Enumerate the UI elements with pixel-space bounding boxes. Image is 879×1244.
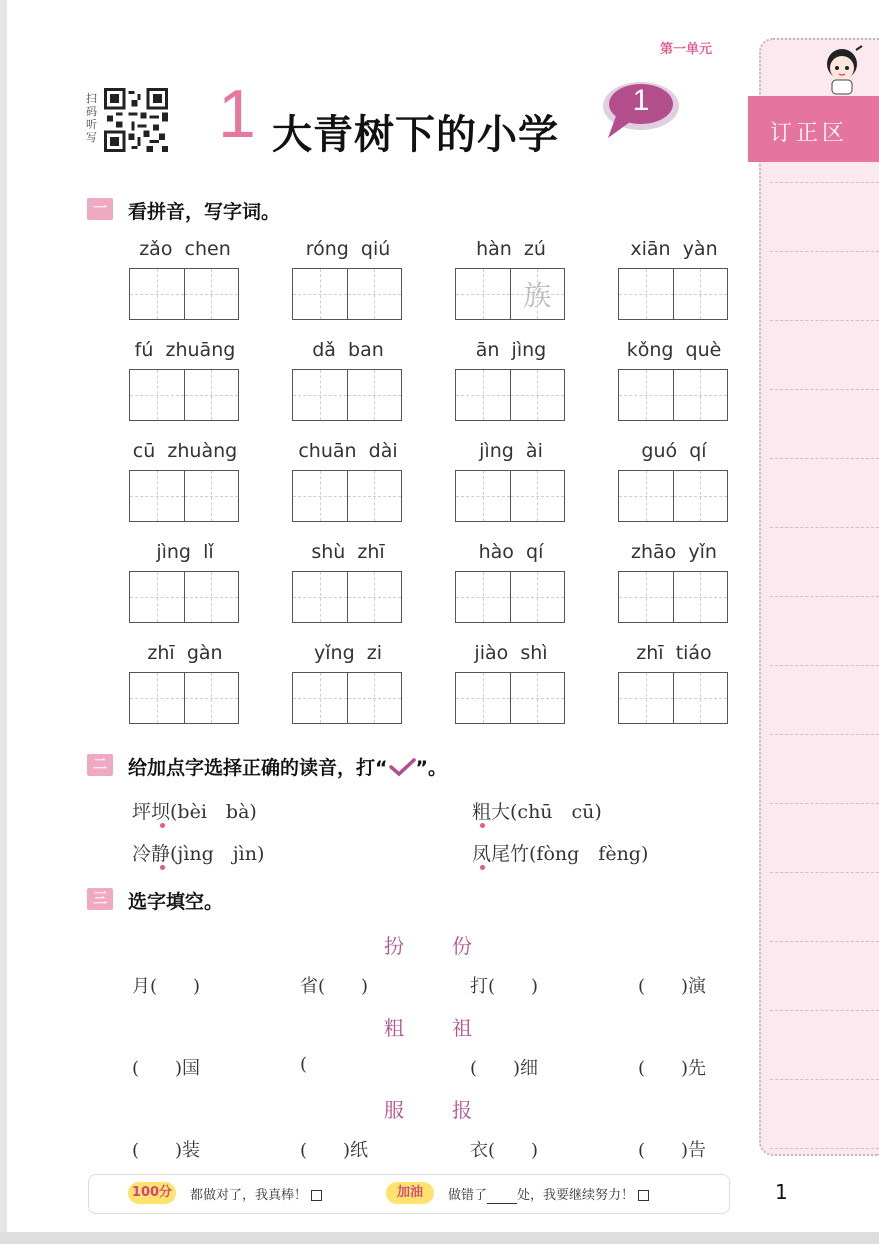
correction-line [770,1148,879,1149]
unit-label: 第一单元 [660,42,713,57]
writing-cell[interactable] [184,269,239,319]
writing-cell[interactable] [510,572,565,622]
choice-char: 报 [452,1098,472,1122]
emphasis-dot [160,865,165,870]
writing-box[interactable] [618,470,728,522]
pinyin-label: jìng ài [479,440,543,462]
correction-line [770,320,879,321]
correction-line [770,1010,879,1011]
writing-cell[interactable] [293,572,347,622]
writing-cell[interactable] [184,673,239,723]
pinyin-label: dǎ ban [312,339,384,361]
pinyin-label: zǎo chen [139,238,231,260]
writing-cell[interactable] [456,572,510,622]
correction-line [770,872,879,873]
writing-cell[interactable] [130,673,184,723]
writing-cell[interactable] [347,269,402,319]
fill-blank[interactable]: ( )先 [638,1058,707,1079]
choice-char: 服 [384,1098,404,1122]
section-title-1: 看拼音，写字词。 [128,201,281,223]
writing-cell[interactable] [130,572,184,622]
correction-line [770,941,879,942]
fill-blank[interactable]: ( [300,1054,308,1075]
pinyin-label: zhī tiáo [636,642,712,664]
fill-blank[interactable]: 打( ) [470,976,539,997]
writing-cell[interactable] [184,471,239,521]
choice-char: 份 [452,934,472,958]
correction-line [770,596,879,597]
cheer-badge: 加油 [386,1182,434,1204]
pinyin-label: shù zhī [311,541,385,563]
pinyin-label: xiān yàn [630,238,718,260]
writing-cell[interactable] [456,370,510,420]
writing-box[interactable] [292,470,402,522]
writing-cell[interactable] [184,572,239,622]
correction-line [770,734,879,735]
writing-cell[interactable] [293,673,347,723]
correction-line [770,389,879,390]
writing-cell[interactable] [293,269,347,319]
fill-blank[interactable]: 省( ) [300,976,369,997]
writing-box[interactable] [455,470,565,522]
writing-box[interactable] [618,369,728,421]
writing-cell[interactable] [130,269,184,319]
checkmark-icon [388,757,416,777]
writing-box[interactable] [455,268,565,320]
writing-box[interactable] [292,571,402,623]
pinyin-label: kǒng què [626,339,722,361]
writing-box[interactable] [618,571,728,623]
fill-blank[interactable]: 月( ) [132,976,201,997]
score-badge: 100分 [128,1182,176,1204]
correction-line [770,458,879,459]
reading-item[interactable]: 坪坝(bèi bà) [132,801,257,823]
writing-box[interactable] [618,268,728,320]
choice-char: 祖 [452,1016,472,1040]
writing-cell[interactable] [510,269,565,319]
checkbox[interactable] [311,1190,322,1201]
lesson-title: 大青树下的小学 [272,112,559,158]
writing-cell[interactable] [673,471,728,521]
emphasis-dot [160,823,165,828]
pinyin-label: róng qiú [305,238,391,260]
page-bottom-edge [0,1232,879,1244]
writing-box[interactable] [129,672,239,724]
writing-cell[interactable] [673,269,728,319]
emphasis-dot [480,865,485,870]
writing-cell[interactable] [673,370,728,420]
correction-line [770,182,879,183]
hint-character: 族 [523,279,552,312]
reading-item[interactable]: 粗大(chū cū) [472,801,602,823]
writing-cell[interactable] [673,673,728,723]
writing-cell[interactable] [347,572,402,622]
choice-char: 扮 [384,934,404,958]
writing-cell[interactable] [619,572,673,622]
writing-box[interactable] [618,672,728,724]
self-eval-good[interactable]: 都做对了，我真棒！ [190,1184,322,1203]
correction-line [770,665,879,666]
writing-cell[interactable] [619,370,673,420]
choice-char: 粗 [384,1016,404,1040]
correction-line [770,527,879,528]
fill-blank[interactable]: ( )告 [638,1140,707,1161]
writing-box[interactable] [455,672,565,724]
writing-cell[interactable] [347,370,402,420]
fill-blank[interactable]: 衣( ) [470,1140,539,1161]
writing-cell[interactable] [130,370,184,420]
count-blank[interactable] [487,1188,517,1204]
section-marker-3: 三 [87,888,113,910]
pinyin-label: zhāo yǐn [631,541,717,563]
writing-cell[interactable] [510,471,565,521]
writing-cell[interactable] [456,471,510,521]
writing-box[interactable] [129,268,239,320]
writing-box[interactable] [292,672,402,724]
reading-item[interactable]: 冷静(jìng jìn) [132,843,265,865]
qr-code-icon[interactable] [104,88,168,152]
writing-box[interactable] [292,268,402,320]
correction-line [770,1079,879,1080]
correction-line [770,803,879,804]
fill-blank[interactable]: ( )细 [470,1058,539,1079]
writing-cell[interactable] [456,269,510,319]
pinyin-label: jiào shì [474,642,548,664]
pinyin-label: zhī gàn [147,642,223,664]
checkbox[interactable] [638,1190,649,1201]
emphasis-dot [480,823,485,828]
pinyin-label: ān jìng [475,339,547,361]
writing-cell[interactable] [184,370,239,420]
writing-cell[interactable] [347,673,402,723]
correction-line [770,251,879,252]
pinyin-label: yǐng zi [314,642,382,664]
fill-blank[interactable]: ( )演 [638,976,707,997]
section-marker-2: 二 [87,754,113,776]
writing-cell[interactable] [347,471,402,521]
writing-box[interactable] [129,571,239,623]
pinyin-label: cū zhuàng [132,440,238,462]
writing-box[interactable] [129,470,239,522]
fill-blank[interactable]: ( )纸 [300,1140,369,1161]
cartoon-girl-icon [818,42,866,96]
correction-label: 订正区 [770,121,849,146]
writing-box[interactable] [455,571,565,623]
lesson-number: 1 [218,76,256,152]
section-title-2: 给加点字选择正确的读音，打“ ”。 [128,757,447,779]
section-marker-1: 一 [87,198,113,220]
fill-blank[interactable]: ( )装 [132,1140,201,1161]
pinyin-label: chuān dài [298,440,398,462]
pinyin-label: guó qí [641,440,707,462]
section-title-3: 选字填空。 [128,891,224,913]
writing-cell[interactable] [673,572,728,622]
writing-cell[interactable] [456,673,510,723]
fill-blank[interactable]: ( )国 [132,1058,201,1079]
correction-area [759,38,879,1156]
writing-cell[interactable] [293,370,347,420]
page-edge [0,0,7,1244]
self-eval-mistakes[interactable]: 做错了 处，我要继续努力！ [448,1184,649,1204]
writing-cell[interactable] [293,471,347,521]
bubble-number: 1 [632,84,650,117]
qr-label: 扫码听写 [86,92,97,144]
writing-cell[interactable] [130,471,184,521]
pinyin-label: jìng lǐ [156,541,214,563]
writing-cell[interactable] [619,471,673,521]
page-number: 1 [775,1180,788,1204]
reading-item[interactable]: 凤尾竹(fòng fèng) [472,843,649,865]
writing-cell[interactable] [619,269,673,319]
writing-box[interactable] [129,369,239,421]
writing-box[interactable] [455,369,565,421]
writing-cell[interactable] [619,673,673,723]
pinyin-label: hàn zú [476,238,546,260]
pinyin-label: hào qí [478,541,544,563]
writing-cell[interactable] [510,673,565,723]
pinyin-label: fú zhuāng [134,339,236,361]
writing-box[interactable] [292,369,402,421]
writing-cell[interactable] [510,370,565,420]
